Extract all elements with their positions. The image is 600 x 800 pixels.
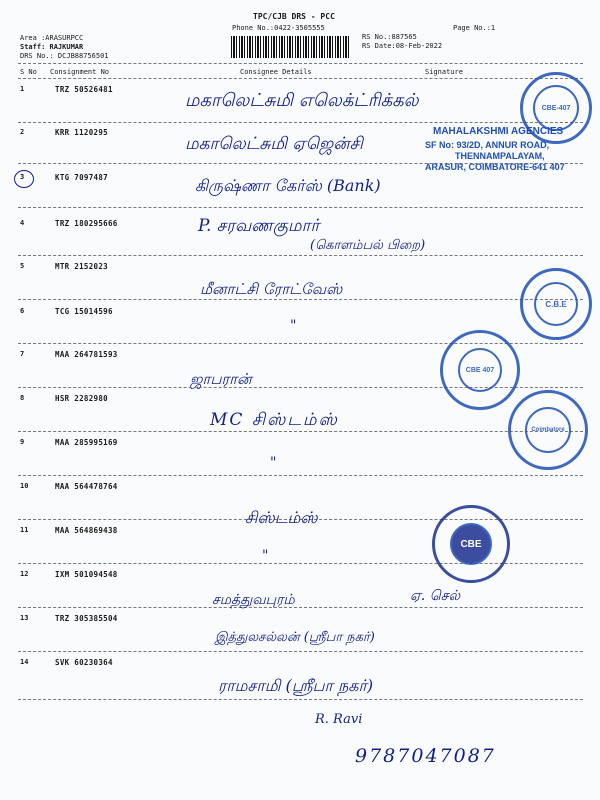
col-consignment: Consignment No [50, 68, 110, 76]
row-sno: 7 [20, 350, 25, 358]
meenakshi-roadways-stamp [520, 268, 592, 340]
row-consignee-handwritten: மீனாட்சி ரோட்வேஸ் [200, 280, 343, 298]
row-divider [18, 699, 583, 700]
signature-bottom: R. Ravi [315, 712, 363, 727]
stamp-center: CBE [450, 523, 492, 565]
area-label: Area :ARASURPCC [20, 34, 84, 42]
row-divider [18, 431, 583, 432]
industries-stamp [440, 330, 520, 410]
phone-number: Phone No.:0422-3505555 [232, 24, 325, 32]
row-divider [18, 651, 583, 652]
row-consignment: TRZ 50526481 [55, 85, 113, 94]
row-consignee-handwritten: ஜாபரான் [190, 370, 252, 388]
stamp-address-line3: ARASUR, COIMBATORE-641 407 [425, 162, 565, 172]
row-sno: 14 [20, 658, 29, 666]
row-sno: 9 [20, 438, 25, 446]
report-title: TPC/CJB DRS - PCC [253, 12, 335, 21]
row-sno: 10 [20, 482, 29, 490]
row-consignee-sub: (கொளம்பல் பிறை) [310, 238, 426, 253]
row-consignment: TCG 15014596 [55, 307, 113, 316]
row-consignee-handwritten: சிஸ்டம்ஸ் [245, 508, 318, 527]
row-sno: 1 [20, 85, 25, 93]
row-consignment: IXM 501094548 [55, 570, 118, 579]
handwritten-phone: 9787047087 [355, 745, 496, 767]
row-divider [18, 122, 583, 123]
row-sno: 2 [20, 128, 25, 136]
staff-label: Staff: RAJKUMAR [20, 43, 84, 51]
row-divider [18, 475, 583, 476]
craftsman-automation-stamp [432, 505, 510, 583]
row-sno: 11 [20, 526, 29, 534]
mc-machinery-stamp [508, 390, 588, 470]
stamp-agency-name: MAHALAKSHMI AGENCIES [433, 126, 564, 137]
row-divider [18, 255, 583, 256]
stamp-center: Coimbatore [525, 407, 571, 453]
col-sno: S No [20, 68, 37, 76]
row-consignee-handwritten: சமத்துவபுரம் [212, 592, 295, 608]
row-sno: 6 [20, 307, 25, 315]
row-sno: 8 [20, 394, 25, 402]
row-consignment: MAA 564869438 [55, 526, 118, 535]
row-consignment: TRZ 180295666 [55, 219, 118, 228]
stamp-address-line2: THENNAMPALAYAM, [455, 151, 545, 161]
stamp-address-line1: SF No: 93/2D, ANNUR ROAD, [425, 140, 550, 150]
row-divider [18, 607, 583, 608]
row-consignment: KRR 1120295 [55, 128, 108, 137]
stamp-center: C.B.E [534, 282, 578, 326]
row-consignee-handwritten: " [262, 548, 269, 564]
row-consignment: MAA 285995169 [55, 438, 118, 447]
row-consignment: MAA 564478764 [55, 482, 118, 491]
row-consignee-handwritten: ராமசாமி (ஸ்ரீபா நகர்) [218, 676, 374, 695]
row-consignee-sub: இத்துலசல்லன் (ஸ்ரீபா நகர்) [215, 630, 375, 645]
row-consignee-handwritten: MC சிஸ்டம்ஸ் [210, 410, 339, 430]
row-signature-handwritten: ஏ. செல் [410, 588, 461, 604]
row-sno: 3 [20, 173, 25, 181]
row-consignment: KTG 7097487 [55, 173, 108, 182]
rs-number: RS No.:887565 [362, 33, 417, 41]
header-divider-top [18, 63, 583, 64]
page-number: Page No.:1 [453, 24, 496, 32]
row-consignment: HSR 2282980 [55, 394, 108, 403]
row-divider [18, 207, 583, 208]
row-consignee-handwritten: P. சரவணகுமார் [198, 216, 320, 236]
row-sno: 4 [20, 219, 25, 227]
row-sno: 5 [20, 262, 25, 270]
row-consignee-handwritten: மகாலெட்சுமி எலெக்ட்ரிக்கல் [185, 90, 419, 111]
rs-date: RS Date:08-Feb-2022 [362, 42, 443, 50]
row-consignment: MTR 2152023 [55, 262, 108, 271]
row-consignee-handwritten: கிருஷ்ணா கேர்ஸ் (Bank) [195, 176, 381, 195]
row-consignee-handwritten: " [290, 318, 297, 334]
row-consignee-handwritten: மகாலெட்சுமி ஏஜென்சி [185, 134, 363, 154]
row-sno: 13 [20, 614, 29, 622]
row-consignee-handwritten: " [270, 455, 277, 471]
row-sno: 12 [20, 570, 29, 578]
row-divider [18, 299, 583, 300]
header-divider-bottom [18, 78, 583, 79]
row-consignment: MAA 264781593 [55, 350, 118, 359]
stamp-center: CBE-407 [533, 85, 579, 131]
col-consignee: Consignee Details [240, 68, 312, 76]
col-signature: Signature [425, 68, 463, 76]
row-consignment: SVK 60230364 [55, 658, 113, 667]
barcode [231, 36, 351, 58]
stamp-center: CBE 407 [458, 348, 502, 392]
drs-number: DRS No.: DCJB88756501 [20, 52, 109, 60]
row-consignment: TRZ 305385504 [55, 614, 118, 623]
